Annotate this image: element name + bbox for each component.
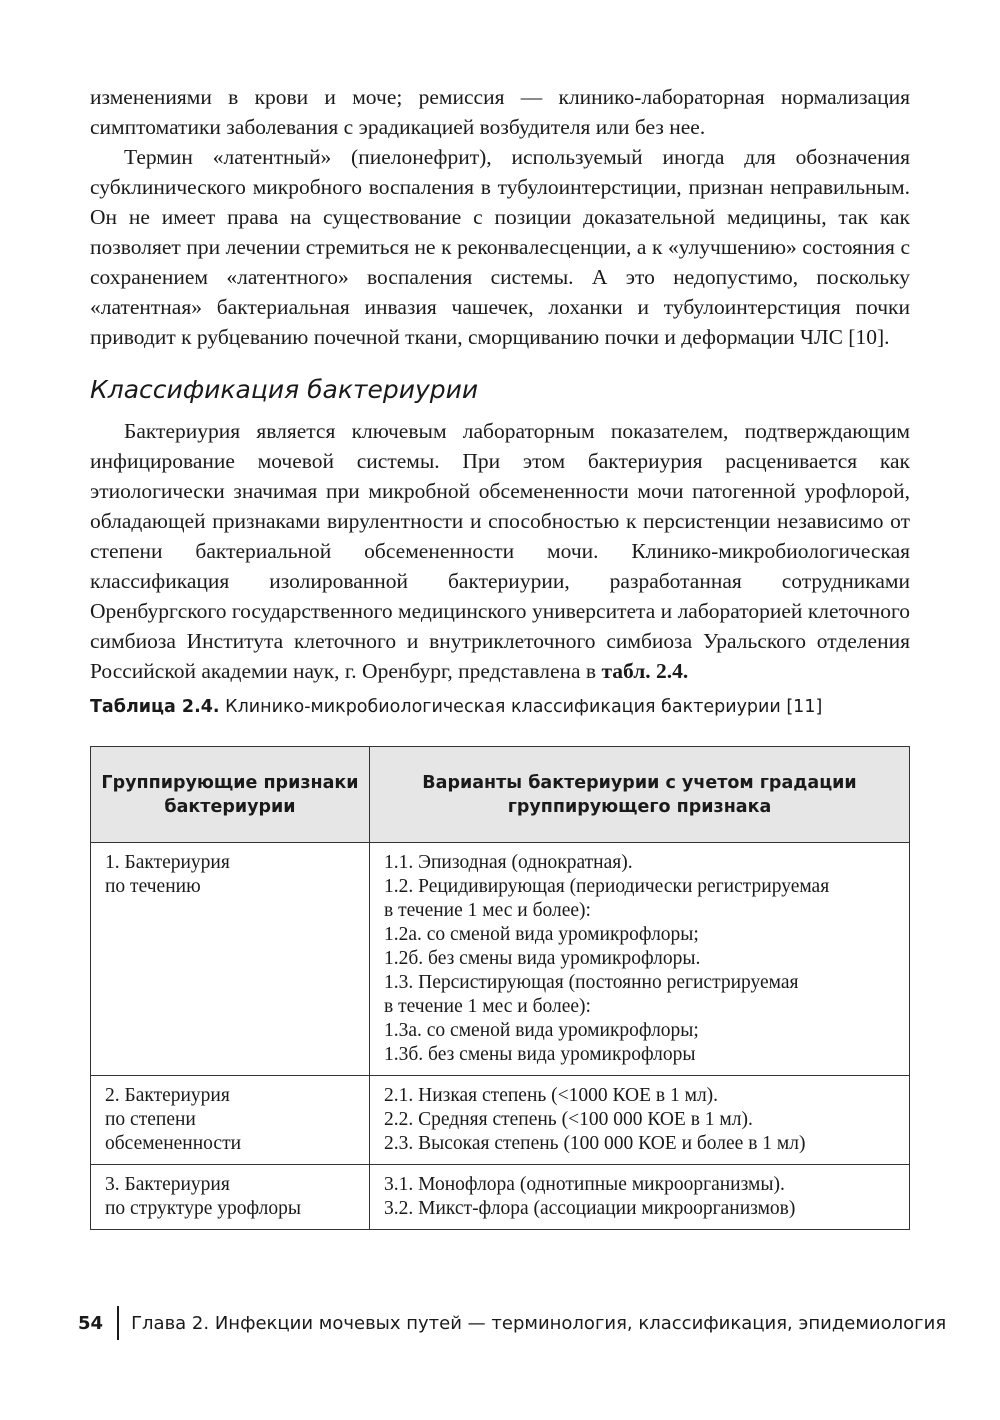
cell-line: 3.1. Монофлора (однотипные микроорганизмы). [384,1174,785,1195]
cell-line: 3.2. Микст-флора (ассоциации микроорганизмов) [384,1198,796,1219]
cell-line: 1. Бактериурия [105,852,230,873]
cell-line: в течение 1 мес и более): [384,996,591,1017]
cell-line: по течению [105,876,201,897]
cell-line: по степени [105,1109,196,1130]
cell-line: 2.2. Средняя степень (<100 000 КОЕ в 1 мл). [384,1109,753,1130]
table-cell-group [91,1076,370,1165]
table-row [91,1076,910,1165]
table-cell-variants [370,1076,910,1165]
table-cell-variants [370,843,910,1076]
page-content [90,82,910,1230]
cell-line: в течение 1 мес и более): [384,900,591,921]
cell-line: 1.2. Рецидивирующая (периодически регистрируемая [384,876,830,897]
table-cell-group [91,1165,370,1230]
table-caption-label: Таблица 2.4. [90,697,220,717]
cell-line: 1.2а. со сменой вида уромикрофлоры; [384,924,699,945]
section-heading: Классификация бактериурии [90,375,479,404]
table-cell-group [91,843,370,1076]
cell-line: 2.3. Высокая степень (100 000 КОЕ и более в 1 мл) [384,1133,806,1154]
table-caption-text: Клинико-микробиологическая классификация бактериурии [11] [225,697,823,717]
page-number: 54 [78,1312,104,1334]
cell-line: 1.3а. со сменой вида уромикрофлоры; [384,1020,699,1041]
cell-line: 1.3. Персистирующая (постоянно регистрируемая [384,972,799,993]
page-footer [78,1306,946,1340]
table-row [91,843,910,1076]
table-cell-variants [370,1165,910,1230]
cell-line: 2. Бактериурия [105,1085,230,1106]
cell-line: 3. Бактериурия [105,1174,230,1195]
footer-divider [117,1306,119,1340]
paragraph-bacteriuria [90,416,910,686]
paragraph-bacteriuria-text: Бактериурия является ключевым лабораторным показателем, подтверждающим инфицирование мочевой системы. При этом бактериурия расценивается как этиологически значимая при микробной обсемененности мочи патогенной урофлорой, обладающей признаками вирулентности и способностью к персистенции независимо от степени бактериальной обсемененности мочи. Клинико-микробиологическая классификация изолированной бактериурии, разработанная сотрудниками Оренбургского государственного медицинского университета и лабораторией клеточного симбиоза Института клеточного и внутриклеточного симбиоза Уральского отделения Российской академии наук, г. Оренбург, представлена в [90,419,910,683]
table-row [91,1165,910,1230]
cell-line: по структуре урофлоры [105,1198,301,1219]
table-header-group: Группирующие признаки бактериурии [91,747,370,843]
classification-table [90,746,910,1230]
chapter-title: Глава 2. Инфекции мочевых путей — терминология, классификация, эпидемиология [131,1312,947,1334]
cell-line: 2.1. Низкая степень (<1000 КОЕ в 1 мл). [384,1085,719,1106]
table-header-variants: Варианты бактериурии с учетом градации группирующего признака [370,747,910,843]
cell-line: 1.2б. без смены вида уромикрофлоры. [384,948,701,969]
table-header-row [91,747,910,843]
table-reference: табл. 2.4. [601,659,689,683]
cell-line: 1.3б. без смены вида уромикрофлоры [384,1044,696,1065]
cell-line: обсемененности [105,1133,242,1154]
cell-line: 1.1. Эпизодная (однократная). [384,852,633,873]
paragraph-latent-term: Термин «латентный» (пиелонефрит), используемый иногда для обозначения субклинического микробного воспаления в тубулоинтерстиции, признан неправильным. Он не имеет права на существование с позиции доказательной медицины, так как позволяет при лечении стремиться не к реконвалесценции, а к «улучшению» состояния с сохранением «латентного» воспаления системы. А это недопустимо, поскольку «латентная» бактериальная инвазия чашечек, лоханки и тубулоинтерстиция почки приводит к рубцеванию почечной ткани, сморщиванию почки и деформации ЧЛС [10]. [90,145,910,349]
table-caption [90,694,910,720]
paragraph-continuation: изменениями в крови и моче; ремиссия — клинико-лабораторная нормализация симптоматики заболевания с эрадикацией возбудителя или без нее. [90,85,910,139]
